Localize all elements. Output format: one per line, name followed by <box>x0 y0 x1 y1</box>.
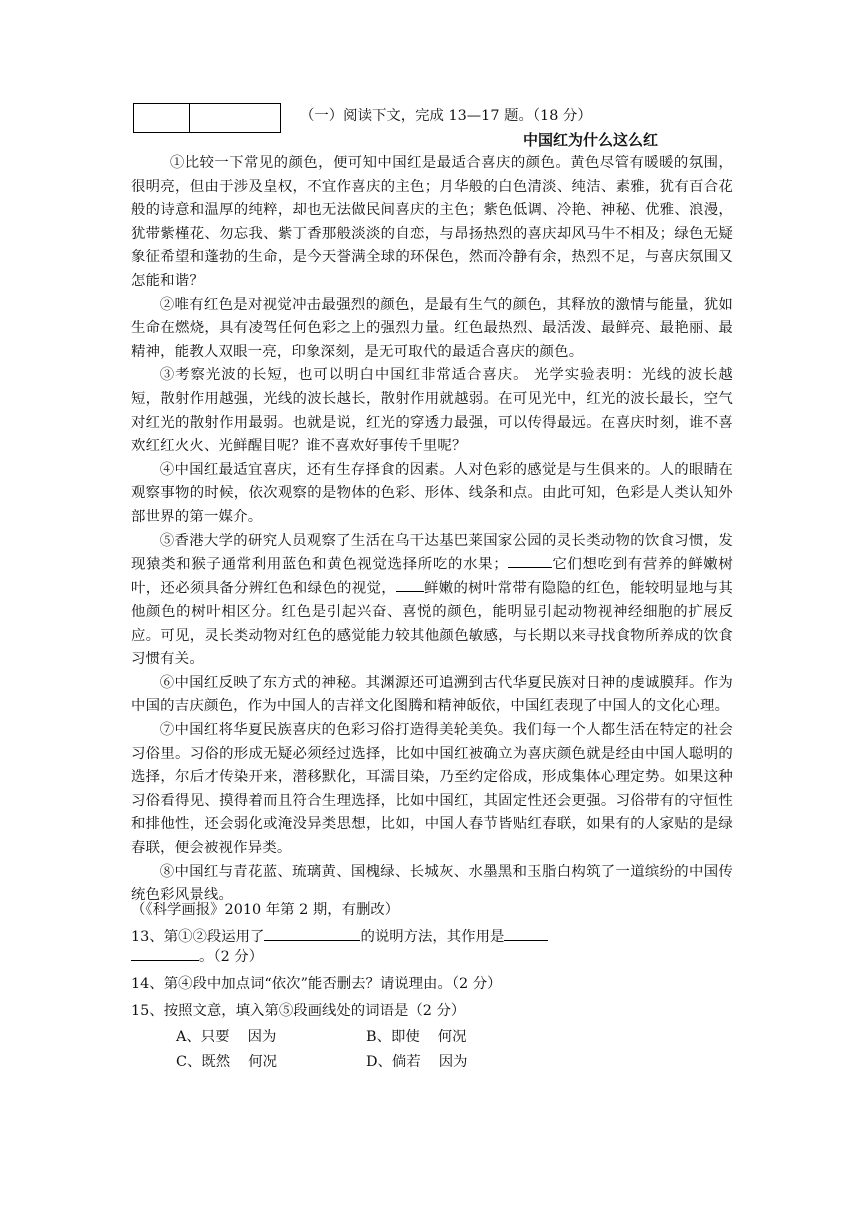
dotted-word: 依次 <box>248 485 278 502</box>
paragraph-4 <box>131 459 733 530</box>
paragraph-2: ②唯有红色是对视觉冲击最强烈的颜色，是最有生气的颜色，其释放的激情与能量，犹如生命在燃烧，具有凌驾任何色彩之上的强烈力量。红色最热烈、最活泼、最鲜亮、最艳丽、最精神，能教人双眼一亮，印象深刻，是无可取代的最适合喜庆的颜色。 <box>131 296 733 360</box>
paragraph-5-c: 鲜嫩的树叶常带有隐隐的红色，能较明显地与其他颜色的树叶相区分。红色是引起兴奋、喜悦的颜色，能明显引起动物视神经细胞的扩展反应。可见，灵长类动物对红色的感觉能力较其他颜色敏感，与长期以来寻找食物所养成的饮食习惯有关。 <box>131 580 733 668</box>
option-d[interactable] <box>366 1050 468 1071</box>
option-b-letter: B、即使 <box>366 1029 420 1045</box>
fill-blank-2[interactable] <box>396 577 424 592</box>
score-cell-label <box>134 104 190 132</box>
option-c-letter: C、既然 <box>176 1054 231 1070</box>
paragraph-4-post: 观察的是物体的色彩、形体、线条和点。由此可知，色彩是人类认知外部世界的第一媒介。 <box>131 485 733 525</box>
question-13-mid: 的说明方法，其作用是 <box>360 929 505 945</box>
option-a-letter: A、只要 <box>176 1029 230 1045</box>
option-c-word: 何况 <box>248 1054 277 1070</box>
option-d-letter: D、倘若 <box>366 1054 421 1070</box>
source-citation: （《科学画报》2010 年第 2 期，有删改） <box>131 902 400 918</box>
option-b[interactable] <box>366 1025 467 1046</box>
option-b-word: 何况 <box>437 1029 467 1045</box>
article-title: 中国红为什么这么红 <box>523 131 659 149</box>
paragraph-8: ⑧中国红与青花蓝、琉璃黄、国槐绿、长城灰、水墨黑和玉脂白构筑了一道缤纷的中国传统色彩风景线。 <box>131 863 733 904</box>
paragraph-7: ⑦中国红将华夏民族喜庆的色彩习俗打造得美轮美奂。我们每一个人都生活在特定的社会习俗里。习俗的形成无疑必须经过选择，比如中国红被确立为喜庆颜色就是经由中国人聪明的选择，尔后才传染开来，潜移默化，耳濡目染，乃至约定俗成，形成集体心理定势。如果这种习俗看得见、摸得着而且符合生理选择，比如中国红，其固定性还会更强。习俗带有的守恒性和排他性，还会弱化或淹没异类思想，比如，中国人春节皆贴红春联，如果有的人家贴的是绿春联，便会被视作异类。 <box>131 722 733 856</box>
score-cell-value[interactable] <box>190 104 280 132</box>
answer-line-effect-cont[interactable] <box>131 946 199 961</box>
question-13-end: 。（2 分） <box>199 949 264 965</box>
answer-line-effect[interactable] <box>504 926 548 941</box>
fill-blank-1[interactable] <box>508 553 552 568</box>
answer-line-method[interactable] <box>264 926 360 941</box>
question-13-cont <box>131 945 263 966</box>
question-13-pre: 13、第①②段运用了 <box>131 929 265 945</box>
paragraph-5 <box>131 530 733 672</box>
option-c[interactable] <box>176 1050 277 1071</box>
score-table <box>133 103 281 133</box>
paragraph-5-a: ⑤香港大学的研究人员观察了生活在乌干达基巴莱国家公园的灵长类动物的饮食习惯，发现猿类和猴子通常利用蓝色和黄色视觉选择所吃的水果； <box>131 532 733 573</box>
question-14: 14、第④段中加点词“依次”能否删去？请说理由。（2 分） <box>131 976 502 992</box>
option-a-word: 因为 <box>247 1029 277 1045</box>
question-15: 15、按照文意，填入第⑤段画线处的词语是（2 分） <box>131 1003 466 1019</box>
article-body <box>131 152 733 908</box>
section-intro: （一）阅读下文，完成 13—17 题。（18 分） <box>300 108 592 124</box>
paragraph-6: ⑥中国红反映了东方式的神秘。其渊源还可追溯到古代华夏民族对日神的虔诚膜拜。作为中国的吉庆颜色，作为中国人的吉祥文化图腾和精神皈依，中国红表现了中国人的文化心理。 <box>131 674 733 715</box>
paragraph-3: ③考察光波的长短，也可以明白中国红非常适合喜庆。 光学实验表明：光线的波长越短，散射作用越强，光线的波长越长，散射作用就越弱。在可见光中，红光的波长最长，空气对红光的散射作用最弱。也就是说，红光的穿透力最强，可以传得最远。在喜庆时刻，谁不喜欢红红火火、光鲜醒目呢？谁不喜欢好事传千里呢？ <box>131 367 733 455</box>
option-a[interactable] <box>176 1025 276 1046</box>
question-13 <box>131 925 548 946</box>
paragraph-1: ①比较一下常见的颜色，便可知中国红是最适合喜庆的颜色。黄色尽管有暖暖的氛围，很明亮，但由于涉及皇权，不宜作喜庆的主色；月华般的白色清淡、纯洁、素雅，犹有百合花般的诗意和温厚的纯粹，却也无法做民间喜庆的主色；紫色低调、冷艳、神秘、优雅、浪漫，犹带紫槿花、勿忘我、紫丁香那般淡淡的自恋，与昂扬热烈的喜庆却风马牛不相及；绿色无疑象征希望和蓬勃的生命，是今天誉满全球的环保色，然而冷静有余，热烈不足，与喜庆氛围又怎能和谐？ <box>131 155 733 289</box>
paragraph-5-b: 它们想吃到有营养的鲜嫩树叶，还必须具备分辨红色和绿色的视觉， <box>131 556 733 597</box>
paragraph-4-pre: ④中国红最适宜喜庆，还有生存择食的因素。人对色彩的感觉是与生俱来的。人的眼睛在观察事物的时候， <box>131 461 733 502</box>
option-d-word: 因为 <box>438 1054 468 1070</box>
